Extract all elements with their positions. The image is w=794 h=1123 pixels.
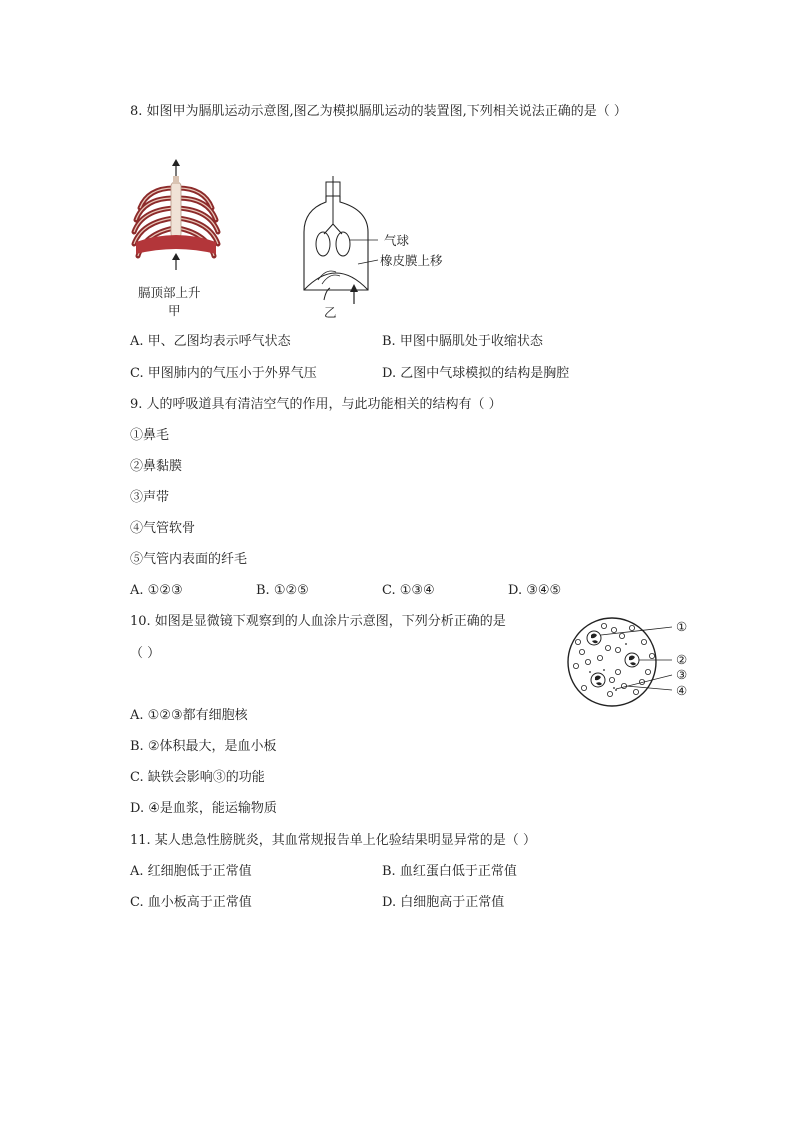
- q9-option-c[interactable]: C. ①③④: [382, 583, 435, 598]
- label-membrane: 橡皮膜上移: [380, 253, 443, 268]
- bell-jar-figure: [296, 176, 386, 306]
- q10-stem-line2: （ ）: [130, 646, 161, 661]
- q9-option-b[interactable]: B. ①②⑤: [256, 583, 309, 598]
- q9-stem: 9. 人的呼吸道具有清洁空气的作用，与此功能相关的结构有（ ）: [130, 397, 502, 412]
- smear-mark-2: ②: [676, 652, 688, 667]
- q11-option-a[interactable]: A. 红细胞低于正常值: [130, 864, 252, 879]
- q9-option-a[interactable]: A. ①②③: [130, 583, 183, 598]
- q9-item-1: ①鼻毛: [130, 428, 170, 443]
- q9-item-4: ④气管软骨: [130, 521, 196, 536]
- q8-stem: 8. 如图甲为膈肌运动示意图,图乙为模拟膈肌运动的装置图,下列相关说法正确的是（ ）: [130, 104, 627, 119]
- smear-mark-4: ④: [676, 683, 688, 698]
- label-balloon: 气球: [384, 233, 410, 248]
- q9-item-3: ③声带: [130, 490, 170, 505]
- q10-option-a[interactable]: A. ①②③都有细胞核: [130, 708, 248, 723]
- q8-option-b[interactable]: B. 甲图中膈肌处于收缩状态: [382, 334, 543, 349]
- smear-mark-3: ③: [676, 667, 688, 682]
- smear-mark-1: ①: [676, 619, 688, 634]
- q8-option-c[interactable]: C. 甲图肺内的气压小于外界气压: [130, 366, 317, 381]
- q10-option-d[interactable]: D. ④是血浆，能运输物质: [130, 801, 277, 816]
- q9-item-2: ②鼻黏膜: [130, 459, 183, 474]
- q11-stem: 11. 某人患急性膀胱炎，其血常规报告单上化验结果明显异常的是（ ）: [130, 833, 536, 848]
- fig-jia-caption: 膈顶部上升: [138, 285, 201, 300]
- q11-option-b[interactable]: B. 血红蛋白低于正常值: [382, 864, 517, 879]
- q9-item-5: ⑤气管内表面的纤毛: [130, 552, 248, 567]
- q11-option-c[interactable]: C. 血小板高于正常值: [130, 895, 252, 910]
- q10-stem-line1: 10. 如图是显微镜下观察到的人血涂片示意图，下列分析正确的是: [130, 614, 506, 629]
- q8-option-d[interactable]: D. 乙图中气球模拟的结构是胸腔: [382, 366, 570, 381]
- q10-option-b[interactable]: B. ②体积最大，是血小板: [130, 739, 277, 754]
- fig-yi-name: 乙: [324, 305, 337, 320]
- fig-jia-name: 甲: [168, 303, 181, 318]
- q8-option-a[interactable]: A. 甲、乙图均表示呼气状态: [130, 334, 291, 349]
- q10-option-c[interactable]: C. 缺铁会影响③的功能: [130, 770, 265, 785]
- q9-option-d[interactable]: D. ③④⑤: [508, 583, 562, 598]
- q11-option-d[interactable]: D. 白细胞高于正常值: [382, 895, 505, 910]
- ribcage-figure: [128, 158, 224, 284]
